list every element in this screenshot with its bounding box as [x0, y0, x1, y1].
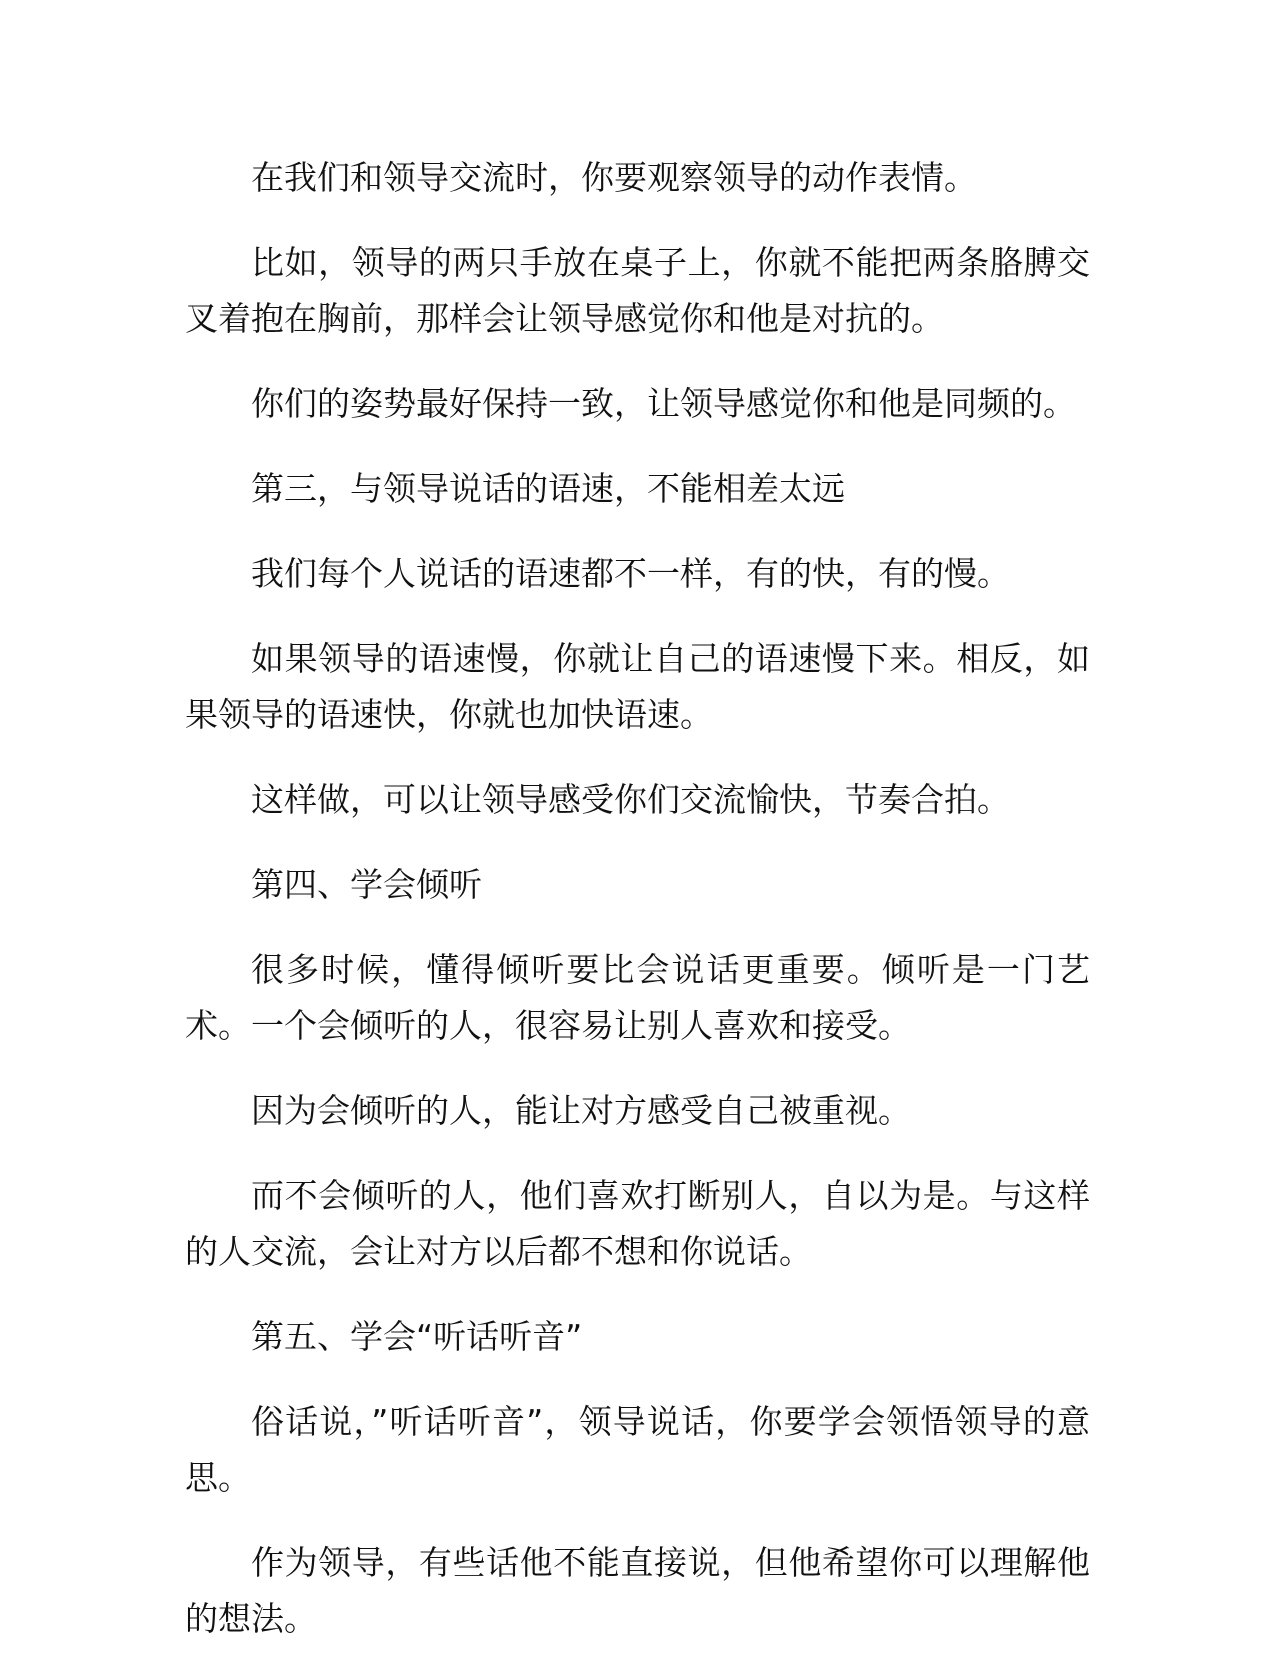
paragraph-rhythm: 这样做，可以让领导感受你们交流愉快，节奏合拍。	[251, 780, 1010, 819]
document-body	[185, 150, 1090, 1676]
heading-fourth-listening: 第四、学会倾听	[251, 865, 482, 904]
paragraph-match-speed: 如果领导的语速慢，你就让自己的语速慢下来。相反，如果领导的语速快，你就也加快语速。	[185, 639, 1090, 734]
paragraph-posture-example: 比如，领导的两只手放在桌子上，你就不能把两条胳膊交叉着抱在胸前，那样会让领导感觉你和他是对抗的。	[185, 243, 1090, 338]
paragraph-feel-valued: 因为会倾听的人，能让对方感受自己被重视。	[251, 1091, 911, 1130]
paragraph-listening-art: 很多时候，懂得倾听要比会说话更重要。倾听是一门艺术。一个会倾听的人，很容易让别人喜欢和接受。	[185, 950, 1090, 1045]
heading-third-speech-speed: 第三，与领导说话的语速，不能相差太远	[251, 469, 845, 508]
paragraph-interrupting: 而不会倾听的人，他们喜欢打断别人，自以为是。与这样的人交流，会让对方以后都不想和你说话。	[185, 1176, 1090, 1271]
paragraph-proverb: 俗话说，”听话听音”，领导说话，你要学会领悟领导的意思。	[185, 1402, 1090, 1497]
paragraph-posture-consistent: 你们的姿势最好保持一致，让领导感觉你和他是同频的。	[251, 384, 1076, 423]
paragraph-understand-leader: 作为领导，有些话他不能直接说，但他希望你可以理解他的想法。	[185, 1543, 1090, 1638]
heading-fifth-subtext: 第五、学会“听话听音”	[251, 1317, 583, 1356]
paragraph-speed-differs: 我们每个人说话的语速都不一样，有的快，有的慢。	[251, 554, 1010, 593]
paragraph-observe-expression: 在我们和领导交流时，你要观察领导的动作表情。	[251, 158, 977, 197]
